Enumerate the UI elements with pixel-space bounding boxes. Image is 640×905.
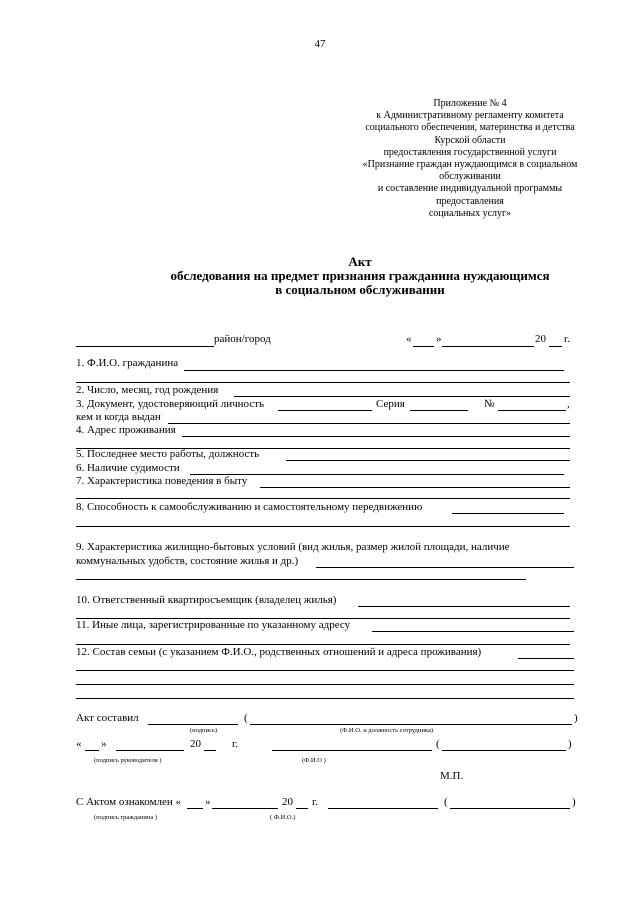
year-prefix: 20 bbox=[282, 796, 293, 808]
blank-line[interactable] bbox=[76, 579, 526, 580]
date-quote-close: » bbox=[205, 796, 211, 808]
paren-close: ) bbox=[572, 796, 576, 808]
field-8-blank[interactable] bbox=[452, 513, 564, 514]
act-compiled-label: Акт составил bbox=[76, 712, 139, 724]
year-suffix: г. bbox=[312, 796, 319, 808]
district-blank[interactable] bbox=[76, 346, 214, 347]
field-11-blank[interactable] bbox=[372, 631, 574, 632]
blank-line[interactable] bbox=[76, 684, 574, 685]
field-3-series-label: Серия bbox=[376, 398, 405, 410]
title-line: обследования на предмет признания гражданина нуждающимся bbox=[170, 268, 550, 283]
date-quote-close: » bbox=[436, 333, 442, 345]
acquainted-label: С Актом ознакомлен « bbox=[76, 796, 182, 808]
field-3-number-label: № bbox=[484, 398, 495, 410]
appendix-line: Курской области bbox=[434, 134, 506, 146]
field-3-issued-blank[interactable] bbox=[168, 423, 570, 424]
year-blank[interactable] bbox=[204, 750, 216, 751]
district-label: район/город bbox=[214, 333, 271, 345]
field-3-doc-blank[interactable] bbox=[278, 410, 372, 411]
compiler-fio-blank[interactable] bbox=[250, 724, 572, 725]
head-signature-blank[interactable] bbox=[272, 750, 432, 751]
appendix-line: предоставления bbox=[436, 195, 504, 207]
comma: , bbox=[567, 398, 570, 410]
appendix-line: социальных услуг» bbox=[428, 207, 512, 219]
year-suffix: г. bbox=[232, 738, 239, 750]
field-7-blank[interactable] bbox=[260, 487, 570, 488]
field-2-label: 2. Число, месяц, год рождения bbox=[76, 384, 219, 396]
blank-line[interactable] bbox=[76, 670, 574, 671]
field-9-label: 9. Характеристика жилищно-бытовых условий (вид жилья, размер жилой площади, наличие bbox=[76, 541, 510, 553]
field-6-label: 6. Наличие судимости bbox=[76, 462, 180, 474]
month-blank[interactable] bbox=[116, 750, 184, 751]
date-quote-close: » bbox=[101, 738, 107, 750]
field-8-label: 8. Способность к самообслуживанию и самостоятельному передвижению bbox=[76, 501, 423, 513]
field-3-issued-label: кем и когда выдан bbox=[76, 411, 161, 423]
date-quote-open: « bbox=[406, 333, 412, 345]
year-blank[interactable] bbox=[549, 346, 562, 347]
caption-fio: (Ф.И.О ) bbox=[302, 757, 326, 764]
paren-open: ( bbox=[436, 738, 440, 750]
day-blank[interactable] bbox=[85, 750, 99, 751]
field-9-label-cont: коммунальных удобств, состояние жилья и др.) bbox=[76, 555, 299, 567]
paren-close: ) bbox=[574, 712, 578, 724]
year-blank[interactable] bbox=[296, 808, 308, 809]
document-title bbox=[100, 255, 620, 297]
appendix-line: к Административному регламенту комитета bbox=[376, 110, 564, 122]
head-fio-blank[interactable] bbox=[442, 750, 566, 751]
field-12-label: 12. Состав семьи (с указанием Ф.И.О., родственных отношений и адреса проживания) bbox=[76, 646, 482, 658]
paren-open: ( bbox=[444, 796, 448, 808]
year-prefix: 20 bbox=[535, 333, 546, 345]
field-5-blank[interactable] bbox=[286, 460, 570, 461]
field-7-label: 7. Характеристика поведения в быту bbox=[76, 475, 248, 487]
title-line: в социальном обслуживании bbox=[275, 282, 445, 297]
appendix-line: Приложение № 4 bbox=[433, 98, 507, 109]
paren-close: ) bbox=[568, 738, 572, 750]
caption-fio: ( Ф.И.О.) bbox=[270, 814, 296, 821]
field-3-series-blank[interactable] bbox=[410, 410, 468, 411]
citizen-fio-blank[interactable] bbox=[450, 808, 570, 809]
caption-head-signature: (подпись руководителя ) bbox=[94, 757, 162, 764]
field-10-blank[interactable] bbox=[358, 606, 570, 607]
field-5-label: 5. Последнее место работы, должность bbox=[76, 448, 260, 460]
appendix-line: предоставления государственной услуги bbox=[383, 146, 557, 158]
appendix-line: и составление индивидуальной программы bbox=[377, 183, 563, 195]
field-3-number-blank[interactable] bbox=[498, 410, 566, 411]
paren-open: ( bbox=[244, 712, 248, 724]
date-quote-open: « bbox=[76, 738, 82, 750]
title-line: Акт bbox=[348, 254, 372, 269]
field-11-label: 11. Иные лица, зарегистрированные по указанному адресу bbox=[76, 619, 351, 631]
field-12-blank[interactable] bbox=[518, 658, 574, 659]
year-prefix: 20 bbox=[190, 738, 201, 750]
appendix-line: «Признание граждан нуждающимся в социальном bbox=[362, 159, 578, 171]
caption-citizen-signature: (подпись гражданина ) bbox=[94, 814, 158, 821]
appendix-line: социального обеспечения, материнства и детства bbox=[365, 122, 575, 134]
field-4-label: 4. Адрес проживания bbox=[76, 424, 176, 436]
field-9-blank[interactable] bbox=[316, 567, 574, 568]
blank-line[interactable] bbox=[76, 498, 570, 499]
compiler-signature-blank[interactable] bbox=[148, 724, 238, 725]
month-blank[interactable] bbox=[442, 346, 534, 347]
caption-fio-position: (Ф.И.О. и должность сотрудника) bbox=[340, 727, 434, 734]
month-blank[interactable] bbox=[212, 808, 278, 809]
field-1-label: 1. Ф.И.О. гражданина bbox=[76, 357, 179, 369]
caption-signature: (подпись) bbox=[190, 727, 217, 734]
appendix-line: обслуживании bbox=[439, 171, 501, 183]
day-blank[interactable] bbox=[413, 346, 434, 347]
stamp-label: М.П. bbox=[440, 770, 464, 782]
appendix-block bbox=[320, 98, 620, 220]
field-4-blank[interactable] bbox=[182, 436, 570, 437]
day-blank[interactable] bbox=[187, 808, 203, 809]
blank-line[interactable] bbox=[76, 526, 570, 527]
blank-line[interactable] bbox=[76, 698, 574, 699]
blank-line[interactable] bbox=[76, 382, 570, 383]
page-number: 47 bbox=[314, 38, 326, 50]
blank-line[interactable] bbox=[76, 644, 570, 645]
citizen-signature-blank[interactable] bbox=[328, 808, 438, 809]
field-2-blank[interactable] bbox=[234, 396, 570, 397]
year-suffix: г. bbox=[564, 333, 571, 345]
field-1-blank[interactable] bbox=[184, 370, 564, 371]
field-10-label: 10. Ответственный квартиросъемщик (владелец жилья) bbox=[76, 594, 337, 606]
field-3-label: 3. Документ, удостоверяющий личность bbox=[76, 398, 265, 410]
